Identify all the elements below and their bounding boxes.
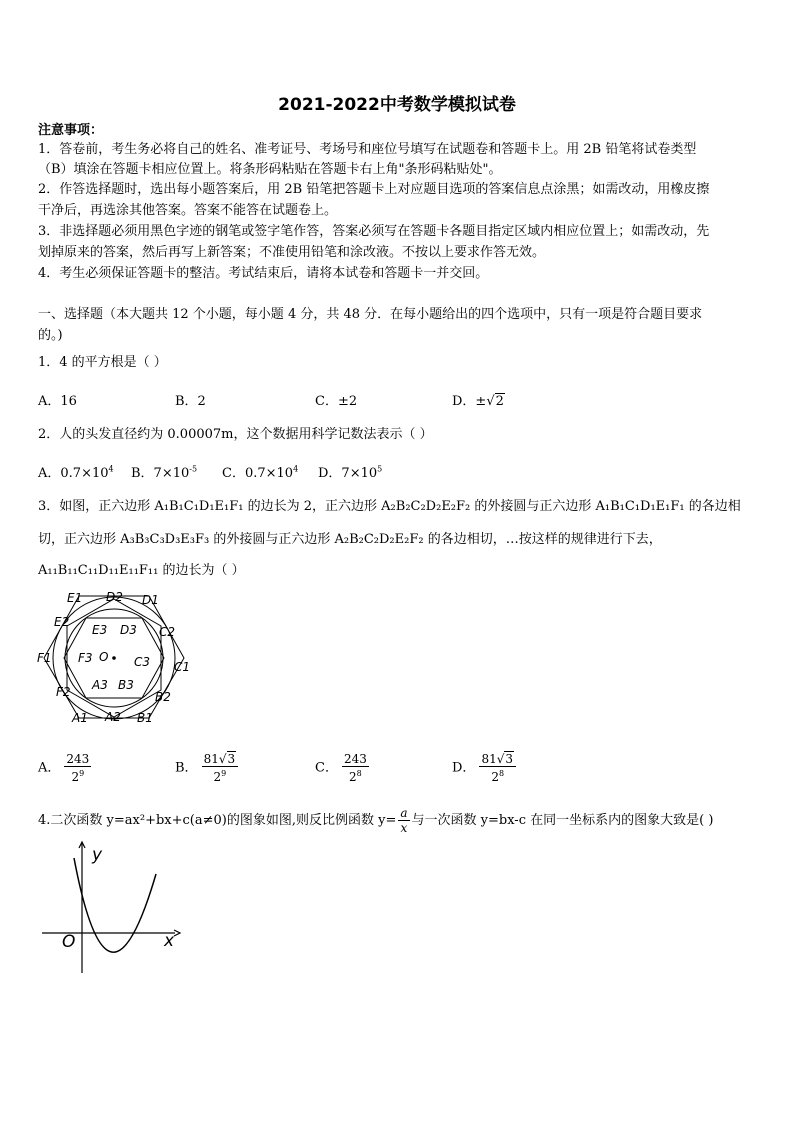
option-b[interactable]: B． $\frac{81√3}{2^9}$ (175, 752, 238, 784)
section-heading-cont: 的。) (38, 328, 63, 343)
question-1-stem: 1．4 的平方根是（ ） (38, 355, 167, 370)
notice-heading: 注意事项： (38, 123, 104, 138)
label-d2: D2 (106, 590, 123, 604)
hexagon-figure (34, 586, 194, 728)
notice-line: 1．答卷前，考生务必将自己的姓名、准考证号、考场号和座位号填写在试题卷和答题卡上。用 2B 铅笔将试卷类型 (38, 142, 697, 157)
notice-line: 3．非选择题必须用黑色字迹的钢笔或签字笔作答，答案必须写在答题卡各题目指定区域内相应位置上；如需改动，先 (38, 224, 710, 239)
option-c[interactable]: C．$0.7\times 10^4$ (222, 464, 299, 481)
notice-line: 2．作答选择题时，选出每小题答案后，用 2B 铅笔把答题卡上对应题目选项的答案信息点涂黑；如需改动，用橡皮擦 (38, 182, 710, 197)
question-3-stem-end: A₁₁B₁₁C₁₁D₁₁E₁₁F₁₁ 的边长为（ ） (38, 563, 245, 578)
notice-line: （B）填涂在答题卡相应位置上。将条形码粘贴在答题卡右上角"条形码粘贴处"。 (38, 162, 502, 177)
label-e2: E2 (54, 615, 70, 629)
label-c3: C3 (134, 655, 151, 669)
label-b1: B1 (137, 711, 153, 725)
axis-y-label: y (92, 845, 103, 865)
question-2-stem: 2．人的头发直径约为 0.00007m，这个数据用科学记数法表示（ ） (38, 427, 433, 442)
label-d1: D1 (142, 593, 159, 607)
option-b[interactable]: B．2 (175, 394, 206, 409)
label-f3: F3 (78, 651, 93, 665)
origin-label: O (62, 932, 76, 952)
notice-line: 干净后，再选涂其他答案。答案不能答在试题卷上。 (38, 203, 338, 218)
label-e3: E3 (92, 623, 108, 637)
option-c[interactable]: C． $\frac{243}{2^8}$ (315, 752, 367, 784)
label-a2: A2 (105, 710, 121, 724)
question-3-stem: 3．如图，正六边形 A₁B₁C₁D₁E₁F₁ 的边长为 2，正六边形 A₂B₂C₂D₂E₂F₂ 的外接圆与正六边形 A₁B₁C₁D₁E₁F₁ 的各边相 (38, 499, 741, 514)
option-a[interactable]: A．16 (38, 394, 77, 409)
option-a[interactable]: A． $\frac{243}{2^9}$ (38, 752, 90, 784)
option-c[interactable]: C．±2 (315, 394, 358, 409)
option-d[interactable]: D．±√2 (452, 394, 504, 409)
option-b[interactable]: B．$7\times 10^{-5}$ (131, 464, 198, 481)
label-e1: E1 (67, 591, 83, 605)
question-1-options (38, 390, 758, 410)
question-3-options (38, 746, 758, 786)
axis-x-label: x (164, 931, 175, 951)
label-c1: C1 (174, 660, 191, 674)
option-d[interactable]: D．$7\times 10^5$ (318, 464, 383, 481)
notice-line: 4．考生必须保证答题卡的整洁。考试结束后，请将本试卷和答题卡一并交回。 (38, 266, 489, 281)
option-a[interactable]: A．$0.7\times 10^4$ (38, 464, 114, 481)
page-title: 2021-2022中考数学模拟试卷 (278, 95, 516, 115)
question-3-stem-cont: 切，正六边形 A₃B₃C₃D₃E₃F₃ 的外接圆与正六边形 A₂B₂C₂D₂E₂F₂ 的各边相切，…按这样的规律进行下去， (38, 532, 662, 547)
question-4-stem: 4.二次函数 y=ax²+bx+c(a≠0)的图象如图,则反比例函数 y= $\frac{a}{x}$ 与一次函数 y=bx-c 在同一坐标系内的图象大致是( ) (38, 806, 714, 835)
label-d3: D3 (120, 623, 137, 637)
label-c2: C2 (159, 625, 176, 639)
section-heading: 一、选择题（本大题共 12 个小题，每小题 4 分，共 48 分．在每小题给出的四个选项中，只有一项是符合题目要求 (38, 307, 703, 322)
parabola-graph (40, 838, 185, 978)
label-a1: A1 (72, 711, 88, 725)
question-2-options (38, 462, 758, 482)
notice-line: 划掉原来的答案，然后再写上新答案；不准使用铅笔和涂改液。不按以上要求作答无效。 (38, 245, 546, 260)
label-f2: F2 (56, 685, 71, 699)
label-a3: A3 (92, 678, 108, 692)
label-o: O (99, 650, 109, 664)
label-f1: F1 (37, 651, 52, 665)
label-b3: B3 (118, 678, 134, 692)
option-d[interactable]: D． $\frac{81√3}{2^8}$ (452, 752, 516, 784)
label-b2: B2 (155, 690, 171, 704)
